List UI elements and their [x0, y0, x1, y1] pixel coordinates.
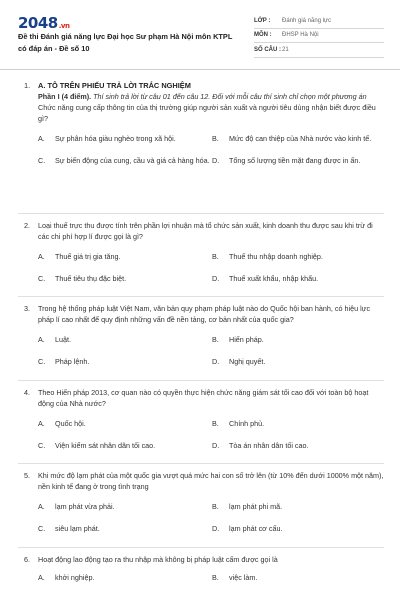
options: [38, 128, 384, 172]
header-divider: [0, 69, 400, 70]
meta-row-subject: [254, 29, 384, 44]
option-letter: A.: [38, 501, 45, 511]
option-d[interactable]: [212, 351, 384, 373]
option-b[interactable]: [212, 329, 384, 351]
option-b[interactable]: [212, 246, 384, 268]
option-c[interactable]: [38, 518, 210, 540]
site-logo[interactable]: [18, 14, 69, 32]
question-6: [24, 554, 384, 589]
option-a[interactable]: [38, 496, 210, 518]
question-1: [24, 80, 384, 172]
option-text: khởi nghiệp.: [55, 572, 95, 582]
meta-value: ĐHSP Hà Nội: [282, 32, 319, 39]
option-letter: A.: [38, 418, 45, 428]
option-text: Sự biến động của cung, cầu và giá cả hàng hóa.: [55, 155, 210, 165]
logo-main: 2048: [18, 14, 58, 32]
option-d[interactable]: [212, 435, 384, 457]
option-text: lạm phát phi mã.: [229, 501, 283, 511]
option-a[interactable]: [38, 128, 210, 150]
question-text: Trong hệ thống pháp luật Việt Nam, văn bản quy phạm pháp luật nào do Quốc hội ban hành, có hiệu lực pháp lí cao nhất để quy định những vấn đề nền tảng, cơ bản nhất của quốc gia?: [38, 304, 371, 324]
instruction-text: Thí sinh trả lời từ câu 01 đến câu 12. Đối với mỗi câu thí sinh chỉ chọn một phương án: [93, 92, 367, 101]
question-divider: [18, 547, 384, 548]
meta-value: 21: [282, 46, 289, 53]
option-text: Mức độ can thiệp của Nhà nước vào kinh tế.: [229, 133, 372, 143]
question-2: [24, 220, 384, 290]
question-4: [24, 387, 384, 457]
question-divider: [18, 463, 384, 464]
option-letter: B.: [212, 418, 219, 428]
option-text: Thuế tiêu thụ đặc biệt.: [55, 273, 127, 283]
option-d[interactable]: [212, 268, 384, 290]
question-divider: [18, 380, 384, 381]
option-b[interactable]: [212, 128, 384, 150]
question-5: [24, 470, 384, 540]
option-b[interactable]: [212, 413, 384, 435]
option-letter: B.: [212, 334, 219, 344]
question-number: 1.: [24, 81, 31, 90]
question-head: [24, 554, 384, 565]
option-text: Nghị quyết.: [229, 356, 266, 366]
option-text: Hiến pháp.: [229, 334, 264, 344]
option-c[interactable]: [38, 150, 210, 172]
option-letter: A.: [38, 334, 45, 344]
option-text: Thuế giá trị gia tăng.: [55, 251, 121, 261]
question-head: [24, 470, 384, 492]
question-text: Chức năng cung cấp thông tin của thị trường giúp người sản xuất và người tiêu dùng nhận biết được điều gì?: [38, 103, 376, 123]
section-heading: [24, 80, 384, 91]
option-a[interactable]: [38, 246, 210, 268]
option-letter: B.: [212, 572, 219, 582]
option-letter: D.: [212, 523, 220, 533]
options: [38, 329, 384, 373]
option-letter: C.: [38, 440, 46, 450]
meta-row-class: [254, 14, 384, 29]
section-instruction: [38, 91, 384, 102]
option-text: việc làm.: [229, 572, 258, 582]
option-letter: B.: [212, 251, 219, 261]
option-a[interactable]: [38, 567, 210, 589]
option-c[interactable]: [38, 268, 210, 290]
option-text: Sự phân hóa giàu nghèo trong xã hội.: [55, 133, 176, 143]
part-label: Phần I (4 điểm).: [38, 92, 92, 101]
option-text: Tổng số lượng tiền mặt đang được in ấn.: [229, 155, 361, 165]
option-d[interactable]: [212, 150, 384, 172]
option-letter: D.: [212, 440, 220, 450]
question-text: Loại thuế trực thu được tính trên phần lợi nhuận mà tổ chức sản xuất, kinh doanh thu được sau khi trừ đi các chi phí hợp lí được gọi là gì?: [38, 221, 373, 241]
option-letter: A.: [38, 572, 45, 582]
option-text: siêu lạm phát.: [55, 523, 100, 533]
question-number: 5.: [24, 471, 30, 480]
logo-suffix: .vn: [58, 22, 70, 30]
question-3: [24, 303, 384, 373]
option-text: Luật.: [55, 334, 71, 344]
option-letter: C.: [38, 523, 46, 533]
option-b[interactable]: [212, 567, 384, 589]
option-letter: D.: [212, 273, 220, 283]
meta-table: [254, 14, 384, 58]
question-number: 3.: [24, 304, 30, 313]
options: [38, 567, 384, 589]
section-body: [38, 91, 384, 172]
option-letter: C.: [38, 155, 46, 165]
option-text: Viện kiểm sát nhân dân tối cao.: [55, 440, 156, 450]
question-head: [24, 303, 384, 325]
option-text: lạm phát cơ cấu.: [229, 523, 283, 533]
section-title: A. TÔ TRÊN PHIẾU TRẢ LỜI TRẮC NGHIỆM: [38, 81, 191, 90]
document-title: Đề thi Đánh giá năng lực Đại học Sư phạm Hà Nội môn KTPL có đáp án - Đề số 10: [18, 32, 233, 53]
options: [38, 413, 384, 457]
option-letter: B.: [212, 501, 219, 511]
option-c[interactable]: [38, 351, 210, 373]
question-divider: [18, 213, 384, 214]
option-text: Chính phủ.: [229, 418, 265, 428]
meta-row-count: [254, 43, 384, 58]
question-text: Hoạt động lao động tạo ra thu nhập mà không bị pháp luật cấm được gọi là: [38, 555, 278, 564]
option-b[interactable]: [212, 496, 384, 518]
option-text: Pháp lệnh.: [55, 356, 90, 366]
meta-label: SỐ CÂU :: [254, 46, 281, 53]
options: [38, 246, 384, 290]
option-a[interactable]: [38, 329, 210, 351]
question-divider: [18, 296, 384, 297]
question-head: [24, 387, 384, 409]
option-letter: C.: [38, 273, 46, 283]
option-letter: A.: [38, 133, 45, 143]
option-c[interactable]: [38, 435, 210, 457]
option-text: Tòa án nhân dân tối cao.: [229, 440, 309, 450]
option-text: Thuế thu nhập doanh nghiệp.: [229, 251, 323, 261]
question-number: 4.: [24, 388, 30, 397]
option-letter: B.: [212, 133, 219, 143]
question-head: [24, 220, 384, 242]
option-text: lạm phát vừa phải.: [55, 501, 115, 511]
meta-label: LỚP :: [254, 17, 271, 24]
question-number: 2.: [24, 221, 30, 230]
question-text: Khi mức độ lạm phát của một quốc gia vượt quá mức hai con số trở lên (từ 10% đến dưới 1000% một năm), nền kinh tế đang ở trong tình trạng: [38, 471, 384, 491]
option-text: Thuế xuất khẩu, nhập khẩu.: [229, 273, 319, 283]
option-d[interactable]: [212, 518, 384, 540]
option-letter: A.: [38, 251, 45, 261]
meta-value: Đánh giá năng lực: [282, 17, 332, 24]
question-number: 6.: [24, 555, 30, 564]
options: [38, 496, 384, 540]
meta-label: MÔN :: [254, 32, 272, 39]
question-text: Theo Hiến pháp 2013, cơ quan nào có quyền thực hiện chức năng giám sát tối cao đối với toàn bộ hoạt động của Nhà nước?: [38, 388, 369, 408]
option-text: Quốc hội.: [55, 418, 86, 428]
option-letter: C.: [38, 356, 46, 366]
option-letter: D.: [212, 356, 220, 366]
option-a[interactable]: [38, 413, 210, 435]
option-letter: D.: [212, 155, 220, 165]
